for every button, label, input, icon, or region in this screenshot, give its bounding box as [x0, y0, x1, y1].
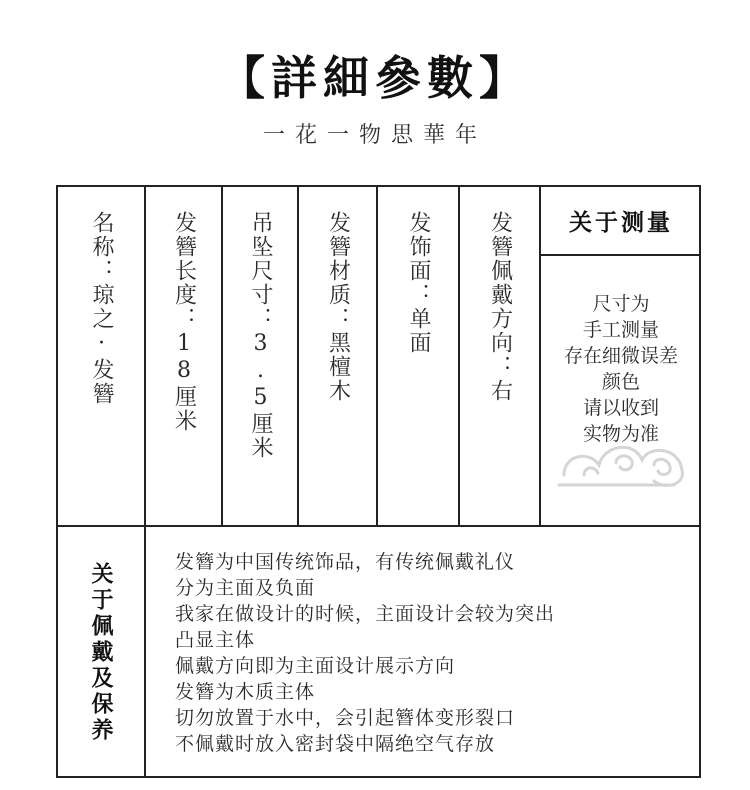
param-face-text: 发饰面：单面	[406, 211, 431, 355]
care-label-cell	[58, 527, 144, 778]
care-line: 佩戴方向即为主面设计展示方向	[175, 655, 456, 677]
measurement-line: 实物为准	[582, 423, 659, 445]
row-divider	[541, 254, 701, 256]
page-title: 【詳細參數】	[219, 51, 531, 105]
param-pendant-size-cell	[223, 187, 297, 527]
param-material-text: 发簪材质：黑檀木	[325, 211, 351, 403]
param-direction-cell	[460, 187, 539, 527]
auspicious-cloud-icon	[554, 415, 694, 495]
page-subtitle: 一花一物思華年	[262, 123, 487, 148]
spec-table	[56, 185, 701, 778]
param-length-cell	[146, 187, 221, 527]
measurement-line: 请以收到	[582, 397, 659, 419]
measurement-line: 手工测量	[582, 319, 659, 341]
measurement-heading: 关于测量	[569, 209, 673, 236]
param-name-cell	[58, 187, 144, 527]
param-length-text: 发簪长度：18厘米	[171, 211, 197, 433]
care-label: 关于佩戴及保养	[88, 561, 114, 744]
care-line: 我家在做设计的时候，主面设计会较为突出	[175, 603, 556, 625]
care-line: 凸显主体	[175, 629, 256, 651]
measurement-line: 尺寸为	[592, 293, 650, 315]
measurement-line: 颜色	[601, 371, 640, 393]
param-face-cell	[378, 187, 458, 527]
column-divider	[144, 527, 146, 778]
care-line: 发簪为中国传统饰品，有传统佩戴礼仪	[175, 551, 516, 573]
param-name-text: 名称：琼之·发簪	[89, 211, 114, 406]
care-line: 分为主面及负面	[175, 577, 316, 599]
care-line: 不佩戴时放入密封袋中隔绝空气存放	[175, 733, 496, 755]
param-pendant-size-text: 吊坠尺寸：3.5厘米	[248, 211, 273, 460]
care-line: 切勿放置于水中，会引起簪体变形裂口	[175, 707, 516, 729]
care-instructions	[175, 549, 695, 757]
param-material-cell	[299, 187, 376, 527]
care-line: 发簪为木质主体	[175, 681, 316, 703]
param-direction-text: 发簪佩戴方向：右	[487, 211, 513, 403]
measurement-line: 存在细微误差	[563, 345, 678, 367]
